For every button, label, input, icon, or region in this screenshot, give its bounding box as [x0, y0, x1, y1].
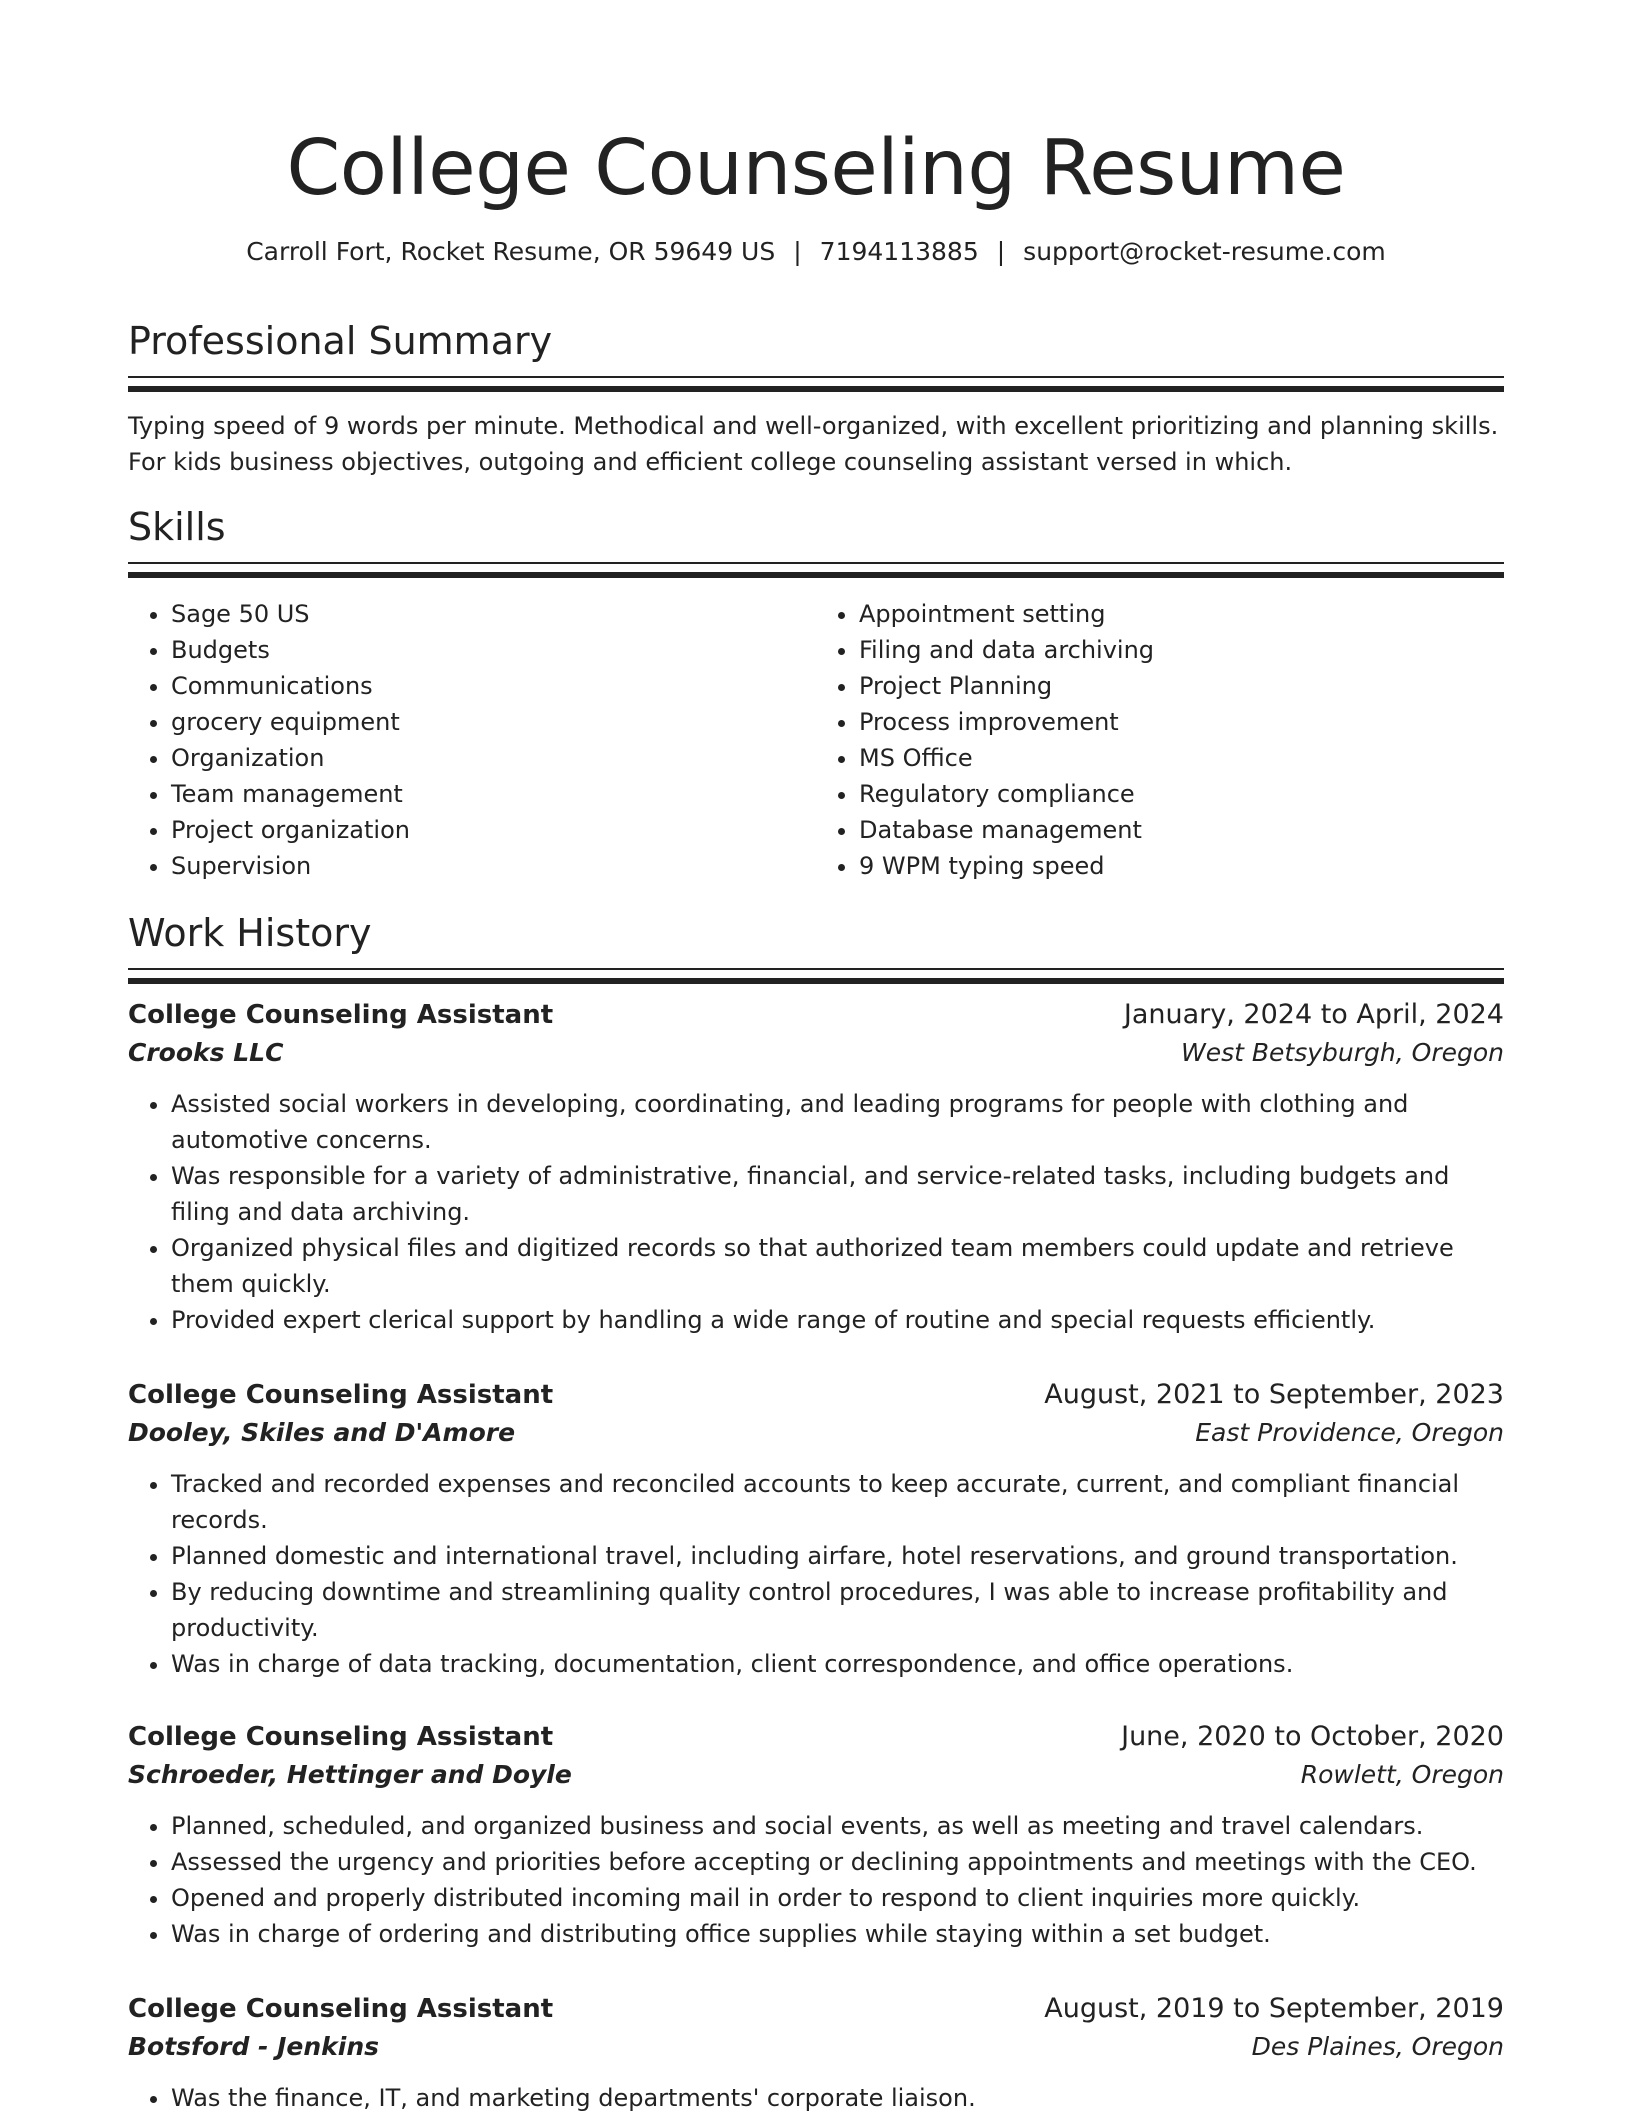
job-bullet: • Planned, scheduled, and organized business and social events, as well as meeting and travel calendars.	[171, 1808, 1504, 1844]
job-location: West Betsyburgh, Oregon	[1181, 1038, 1504, 1067]
skill-item: • Appointment setting	[859, 596, 1504, 632]
job-location: Des Plaines, Oregon	[1251, 2032, 1504, 2061]
job-company: Crooks LLC	[128, 1038, 284, 1067]
skill-item: • 9 WPM typing speed	[859, 848, 1504, 884]
summary-text: Typing speed of 9 words per minute. Methodical and well-organized, with excellent prioritizing and planning skills. For kids business objectives, outgoing and efficient college counseling assistant versed in which.	[128, 412, 1499, 476]
contact-line	[128, 236, 1504, 268]
job-dates: August, 2019 to September, 2019	[1044, 1993, 1504, 2024]
resume-title: College Counseling Resume	[286, 124, 1346, 213]
job-bullet: • Planned domestic and international travel, including airfare, hotel reservations, and ground transportation.	[171, 1538, 1504, 1574]
job-dates: January, 2024 to April, 2024	[1123, 999, 1504, 1030]
job-company: Dooley, Skiles and D'Amore	[128, 1418, 516, 1447]
job-bullet: • Was in charge of data tracking, documentation, client correspondence, and office operations.	[171, 1646, 1504, 1682]
job-company: Schroeder, Hettinger and Doyle	[128, 1760, 572, 1789]
job-bullet: • Organized physical files and digitized records so that authorized team members could update and retrieve them quickly.	[171, 1230, 1504, 1302]
job-bullet: • Was in charge of ordering and distributing office supplies while staying within a set budget.	[171, 1916, 1504, 1952]
job-bullets	[128, 1466, 1504, 1682]
job-title: College Counseling Assistant	[128, 1722, 554, 1752]
skills-column-right	[816, 596, 1504, 884]
skill-item: • Project organization	[171, 812, 816, 848]
job-title: College Counseling Assistant	[128, 1000, 554, 1030]
skills-column-left	[128, 596, 816, 884]
job-bullet: • Provided expert clerical support by handling a wide range of routine and special requests efficiently.	[171, 1302, 1504, 1338]
contact-address: Carroll Fort, Rocket Resume, OR 59649 US	[246, 237, 776, 266]
job-bullets	[128, 1086, 1504, 1338]
skill-item: • Database management	[859, 812, 1504, 848]
job-bullet: • Assessed the urgency and priorities before accepting or declining appointments and meetings with the CEO.	[171, 1844, 1504, 1880]
job-bullet: • By reducing downtime and streamlining quality control procedures, I was able to increase profitability and productivity.	[171, 1574, 1504, 1646]
job-bullet: • Opened and properly distributed incoming mail in order to respond to client inquiries more quickly.	[171, 1880, 1504, 1916]
skill-item: • Team management	[171, 776, 816, 812]
job-dates: June, 2020 to October, 2020	[1121, 1721, 1504, 1752]
skill-item: • Process improvement	[859, 704, 1504, 740]
contact-email: support@rocket-resume.com	[1023, 237, 1386, 266]
skill-item: • Project Planning	[859, 668, 1504, 704]
skills-section	[128, 504, 1504, 884]
contact-phone: 7194113885	[819, 237, 979, 266]
job-bullets	[128, 2080, 1504, 2116]
skill-item: • Filing and data archiving	[859, 632, 1504, 668]
skill-item: • Organization	[171, 740, 816, 776]
job-entry	[128, 1718, 1504, 1952]
job-bullet: • Was the finance, IT, and marketing departments' corporate liaison.	[171, 2080, 1504, 2116]
section-divider	[128, 562, 1504, 578]
job-location: Rowlett, Oregon	[1300, 1760, 1504, 1789]
job-dates: August, 2021 to September, 2023	[1044, 1379, 1504, 1410]
section-heading: Professional Summary	[128, 319, 553, 363]
skill-item: • Communications	[171, 668, 816, 704]
section-divider	[128, 968, 1504, 984]
professional-summary-section	[128, 318, 1504, 480]
job-entry	[128, 996, 1504, 1338]
job-location: East Providence, Oregon	[1195, 1418, 1504, 1447]
skill-item: • MS Office	[859, 740, 1504, 776]
skill-item: • Sage 50 US	[171, 596, 816, 632]
job-bullets	[128, 1808, 1504, 1952]
section-heading: Skills	[128, 505, 226, 549]
section-heading: Work History	[128, 911, 372, 955]
job-bullet: • Assisted social workers in developing, coordinating, and leading programs for people with clothing and automotive concerns.	[171, 1086, 1504, 1158]
job-bullet: • Was responsible for a variety of administrative, financial, and service-related tasks, including budgets and filing and data archiving.	[171, 1158, 1504, 1230]
job-title: College Counseling Assistant	[128, 1380, 554, 1410]
skills-grid	[128, 596, 1504, 884]
job-entry	[128, 1376, 1504, 1682]
job-bullet: • Tracked and recorded expenses and reconciled accounts to keep accurate, current, and compliant financial records.	[171, 1466, 1504, 1538]
work-history-section	[128, 910, 1504, 2112]
job-entry	[128, 1990, 1504, 2116]
skill-item: • grocery equipment	[171, 704, 816, 740]
job-company: Botsford - Jenkins	[128, 2032, 380, 2061]
job-title: College Counseling Assistant	[128, 1994, 554, 2024]
contact-separator: |	[793, 237, 802, 266]
skill-item: • Supervision	[171, 848, 816, 884]
skill-item: • Regulatory compliance	[859, 776, 1504, 812]
section-divider	[128, 376, 1504, 392]
contact-separator: |	[996, 237, 1006, 266]
skill-item: • Budgets	[171, 632, 816, 668]
